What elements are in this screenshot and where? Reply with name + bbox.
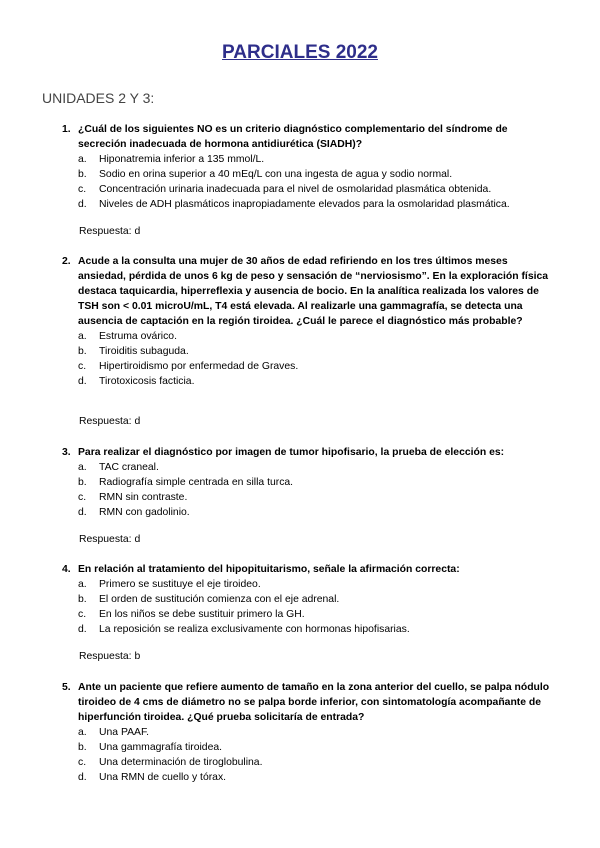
option-text: La reposición se realiza exclusivamente con hormonas hipofisarias.	[99, 624, 410, 635]
option-text: Una PAAF.	[99, 727, 150, 738]
option-letter: d.	[78, 376, 87, 387]
option-letter: d.	[78, 624, 87, 635]
option-letter: d.	[78, 772, 87, 783]
answer-1: Respuesta: d	[79, 226, 141, 237]
option-d	[78, 622, 552, 637]
option-letter: c.	[78, 184, 87, 195]
option-letter: b.	[78, 594, 87, 605]
option-d	[78, 197, 552, 212]
option-letter: a.	[78, 154, 87, 165]
question-number: 5.	[62, 682, 71, 693]
answer-3: Respuesta: d	[79, 534, 141, 545]
option-a	[78, 725, 552, 740]
question-number: 2.	[62, 256, 71, 267]
question-number: 4.	[62, 564, 71, 575]
option-d	[78, 770, 552, 785]
option-text: Tiroiditis subaguda.	[99, 346, 189, 357]
question-number: 1.	[62, 124, 71, 135]
option-letter: b.	[78, 169, 87, 180]
option-text: Sodio en orina superior a 40 mEq/L con una ingesta de agua y sodio normal.	[99, 169, 453, 180]
option-letter: a.	[78, 462, 87, 473]
option-letter: c.	[78, 361, 87, 372]
option-letter: d.	[78, 199, 87, 210]
question-2	[62, 254, 552, 389]
option-a	[78, 329, 552, 344]
option-letter: a.	[78, 579, 87, 590]
question-body: ¿Cuál de los siguientes NO es un criterio diagnóstico complementario del síndrome de secreción inadecuada de hormona antidiurética (SIADH)?	[78, 124, 508, 150]
option-text: Primero se sustituye el eje tiroideo.	[99, 579, 261, 590]
question-body: Ante un paciente que refiere aumento de tamaño en la zona anterior del cuello, se palpa nódulo tiroideo de 4 cms de diámetro no se palpa borde inferior, con sintomatología acompañante de hiperfunción tiroidea. ¿Qué prueba solicitaría de entrada?	[78, 682, 550, 723]
question-4	[62, 562, 552, 637]
option-b	[78, 740, 552, 755]
option-text: Tirotoxicosis facticia.	[99, 376, 195, 387]
option-text: RMN sin contraste.	[99, 492, 188, 503]
option-letter: c.	[78, 609, 87, 620]
option-b	[78, 592, 552, 607]
option-c	[78, 607, 552, 622]
question-text	[62, 254, 552, 329]
option-c	[78, 359, 552, 374]
option-b	[78, 167, 552, 182]
question-5	[62, 680, 552, 785]
option-text: Una gammagrafía tiroidea.	[99, 742, 223, 753]
option-text: Una determinación de tiroglobulina.	[99, 757, 263, 768]
options-list	[78, 152, 552, 212]
option-text: El orden de sustitución comienza con el eje adrenal.	[99, 594, 340, 605]
options-list	[78, 329, 552, 389]
option-text: Concentración urinaria inadecuada para el nivel de osmolaridad plasmática obtenida.	[99, 184, 492, 195]
option-letter: d.	[78, 507, 87, 518]
option-c	[78, 490, 552, 505]
question-3	[62, 445, 552, 520]
answer-4: Respuesta: b	[79, 651, 141, 662]
question-body: Para realizar el diagnóstico por imagen de tumor hipofisario, la prueba de elección es:	[78, 447, 505, 458]
option-letter: a.	[78, 331, 87, 342]
option-text: Niveles de ADH plasmáticos inapropiadamente elevados para la osmolaridad plasmática.	[99, 199, 510, 210]
option-a	[78, 460, 552, 475]
option-letter: c.	[78, 492, 87, 503]
option-d	[78, 505, 552, 520]
options-list	[78, 460, 552, 520]
question-body: Acude a la consulta una mujer de 30 años de edad refiriendo en los tres últimos meses ansiedad, pérdida de unos 6 kg de peso y sensación de “nerviosismo”. En la exploración física destaca taquicardia, hiperreflexia y ausencia de bocio. En la analítica realizada los valores de TSH son < 0.01 microU/mL, T4 está elevada. Al realizarle una gammagrafía, se detecta una ausencia de captación en la región tiroidea. ¿Cuál le parece el diagnóstico más probable?	[78, 256, 549, 327]
option-text: En los niños se debe sustituir primero la GH.	[99, 609, 305, 620]
question-number: 3.	[62, 447, 71, 458]
option-text: Radiografía simple centrada en silla turca.	[99, 477, 294, 488]
option-text: Estruma ovárico.	[99, 331, 177, 342]
option-d	[78, 374, 552, 389]
page-title: PARCIALES 2022	[222, 42, 378, 63]
option-text: RMN con gadolinio.	[99, 507, 190, 518]
section-title: UNIDADES 2 Y 3:	[42, 90, 155, 106]
option-text: TAC craneal.	[99, 462, 159, 473]
question-text	[62, 122, 552, 152]
option-letter: b.	[78, 477, 87, 488]
option-letter: b.	[78, 346, 87, 357]
option-c	[78, 182, 552, 197]
option-a	[78, 152, 552, 167]
option-text: Una RMN de cuello y tórax.	[99, 772, 227, 783]
question-body: En relación al tratamiento del hipopituitarismo, señale la afirmación correcta:	[78, 564, 460, 575]
option-letter: b.	[78, 742, 87, 753]
question-text	[62, 562, 552, 577]
option-letter: c.	[78, 757, 87, 768]
question-text	[62, 445, 552, 460]
option-c	[78, 755, 552, 770]
answer-2: Respuesta: d	[79, 416, 141, 427]
option-text: Hipertiroidismo por enfermedad de Graves.	[99, 361, 299, 372]
option-a	[78, 577, 552, 592]
options-list	[78, 725, 552, 785]
option-text: Hiponatremia inferior a 135 mmol/L.	[99, 154, 265, 165]
option-b	[78, 344, 552, 359]
option-b	[78, 475, 552, 490]
question-1	[62, 122, 552, 212]
option-letter: a.	[78, 727, 87, 738]
options-list	[78, 577, 552, 637]
question-text	[62, 680, 552, 725]
